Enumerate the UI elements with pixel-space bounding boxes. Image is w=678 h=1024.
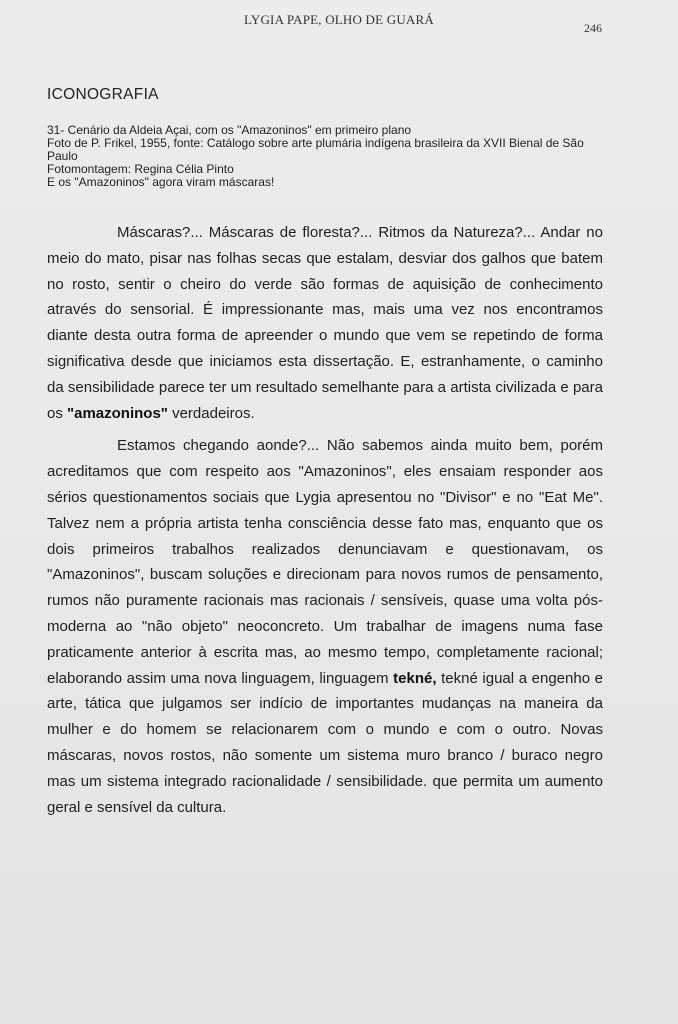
section-title: ICONOGRAFIA	[47, 86, 159, 103]
caption-line: 31- Cenário da Aldeia Açai, com os "Amazoninos" em primeiro plano	[47, 123, 412, 137]
paragraph-text: Máscaras?... Máscaras de floresta?... Ritmos da Natureza?... Andar no meio do mato, pisar nas folhas secas que estalam, desviar dos galhos que batem no rosto, sentir o cheiro do verde são formas de aquisição de conhecimento através do sensorial. É impressionante mas, mais uma vez nos encontramos diante desta outra forma de apreender o mundo que vem se repetindo de forma significativa desde que iniciamos esta dissertação. E, estranhamente, o caminho da sensibilidade parece ter um resultado semelhante para a artista civilizada e para os	[47, 224, 603, 422]
caption-line: Fotomontagem: Regina Célia Pinto	[47, 162, 234, 176]
paragraph	[47, 433, 603, 820]
paragraph	[47, 220, 603, 426]
figure-caption	[47, 124, 617, 189]
caption-line: E os "Amazoninos" agora viram máscaras!	[47, 175, 275, 189]
bold-term: "amazoninos"	[67, 404, 168, 422]
paragraph-text: Estamos chegando aonde?... Não sabemos ainda muito bem, porém acreditamos que com respeito aos "Amazoninos", eles ensaiam responder aos sérios questionamentos sociais que Lygia apresentou no "Divisor" e no "Eat Me". Talvez nem a própria artista tenha consciência desse fato mas, enquanto que os dois primeiros trabalhos realizados denunciavam e questionavam, os "Amazoninos", buscam soluções e direcionam para novos rumos de pensamento, rumos não puramente racionais mas racionais / sensíveis, quase uma volta pós-moderna ao "não objeto" neoconcreto. Um trabalhar de imagens numa fase praticamente anterior à escrita mas, ao mesmo tempo, completamente racional; elaborando assim uma nova linguagem, linguagem	[47, 437, 603, 687]
caption-line: Foto de P. Frikel, 1955, fonte: Catálogo sobre arte plumária indígena brasileira da XVII Bienal de São	[47, 136, 584, 150]
paragraph-text: verdadeiros.	[167, 404, 255, 422]
page-number: 246	[584, 21, 602, 35]
bold-term: tekné,	[393, 669, 437, 687]
running-header: LYGIA PAPE, OLHO DE GUARÁ	[244, 12, 434, 27]
paragraph-text: tekné igual a engenho e arte, tática que julgamos ser indício de importantes mudanças na maneira da mulher e do homem se relacionarem com o mundo e com o outro. Novas máscaras, novos rostos, não somente um sistema muro branco / buraco negro mas um sistema integrado racionalidade / sensibilidade. que permita um aumento geral e sensível da cultura.	[47, 669, 603, 816]
body-text	[47, 220, 603, 820]
caption-line: Paulo	[47, 149, 78, 163]
